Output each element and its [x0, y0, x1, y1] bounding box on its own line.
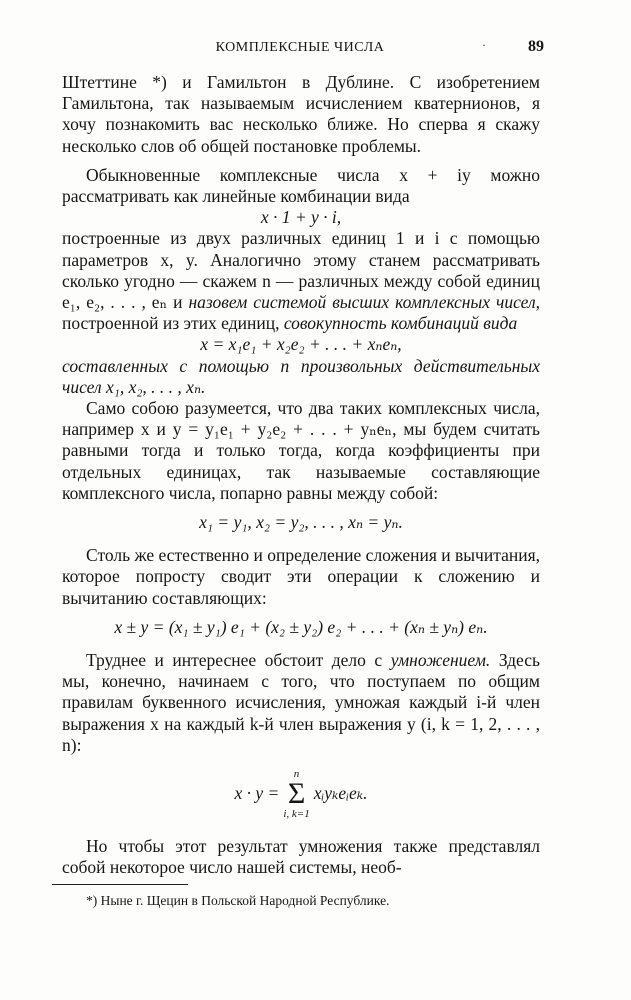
- sum-upper-limit: n: [293, 768, 300, 781]
- product-right: xᵢyₖeᵢeₖ.: [313, 783, 368, 804]
- footnote: *) Ныне г. Щецин в Польской Народной Республике.: [86, 893, 390, 908]
- sum-operator: [283, 768, 309, 820]
- paragraph-8: Но чтобы этот результат умножения также представлял собой некоторое число нашей системы, необ-: [62, 836, 540, 878]
- paragraph-5: Само собою разумеется, что два таких комплексных числа, например x и y = y₁e₁ + y₂e₂ + . . . + yₙeₙ, мы будем считать равными тогда и только тогда, когда коэффициенты при отдельных единицах, так называемые составляющие комплексного числа, попарно равны между собой:: [62, 398, 540, 503]
- product-left: x · y =: [234, 783, 280, 804]
- sigma-symbol: Σ: [287, 777, 306, 811]
- paragraph-3-emphasis-1: назовем системой высших комплексных чисел,: [188, 292, 540, 313]
- running-title: КОМПЛЕКСНЫЕ ЧИСЛА: [215, 40, 385, 55]
- sum-lower-limit: i, k=1: [283, 808, 310, 821]
- paragraph-7-part-c: Здесь мы, конечно, начинаем с того, что поступаем по общим правилам буквенного исчисления, умножая каждый i-й член выражения x на каждый k-й член выражения y (i, k = 1, 2, . . . , n):: [62, 650, 541, 755]
- formula-addition: x ± y = (x₁ ± y₁) e₁ + (x₂ ± y₂) e₂ + . . . + (xₙ ± yₙ) eₙ.: [114, 616, 488, 637]
- paragraph-3: [62, 228, 540, 334]
- paragraph-4: составленных с помощью n произвольных действительных чисел x₁, x₂, . . . , xₙ.: [62, 355, 540, 397]
- formula-equality: x₁ = y₁, x₂ = y₂, . . . , xₙ = yₙ.: [199, 512, 403, 533]
- page-number: 89: [528, 38, 544, 55]
- page-body: [62, 72, 540, 879]
- paragraph-6: Столь же естественно и определение сложения и вычитания, которое попросту сводит эти операции к сложению и вычитанию составляющих:: [62, 545, 540, 608]
- paragraph-1: Штеттине *) и Гамильтон в Дублине. С изобретением Гамильтона, так называемым исчислением кватернионов, я хочу познакомить вас несколько ближе. Но сперва я скажу несколько слов об общей постановке проблемы.: [62, 72, 540, 156]
- paragraph-7-part-a: Труднее и интереснее обстоит дело с: [86, 650, 391, 671]
- paragraph-3-emphasis-2: совокупность комбинаций вида: [283, 313, 518, 334]
- footnote-rule: [52, 884, 188, 885]
- page-mark: ·: [482, 38, 486, 52]
- paragraph-7-emphasis: умножением.: [390, 650, 491, 671]
- paragraph-2: Обыкновенные комплексные числа x + iy можно рассматривать как линейные комбинации вида: [62, 164, 540, 207]
- formula-product: [62, 762, 540, 826]
- paragraph-3-part-c: построенной из этих единиц,: [62, 313, 284, 334]
- formula-general-number: x = x₁e₁ + x₂e₂ + . . . + xₙeₙ,: [200, 334, 402, 355]
- paragraph-7: [62, 650, 540, 756]
- paragraph-3-part-a: построенные из двух различных единиц 1 и i с помощью параметров x, y. Аналогично этому станем рассматривать сколько угодно — скажем n — различных между собой единиц e₁, e₂, . . . , eₙ и: [62, 228, 540, 313]
- formula-linear-combination: x · 1 + y · i,: [260, 207, 342, 228]
